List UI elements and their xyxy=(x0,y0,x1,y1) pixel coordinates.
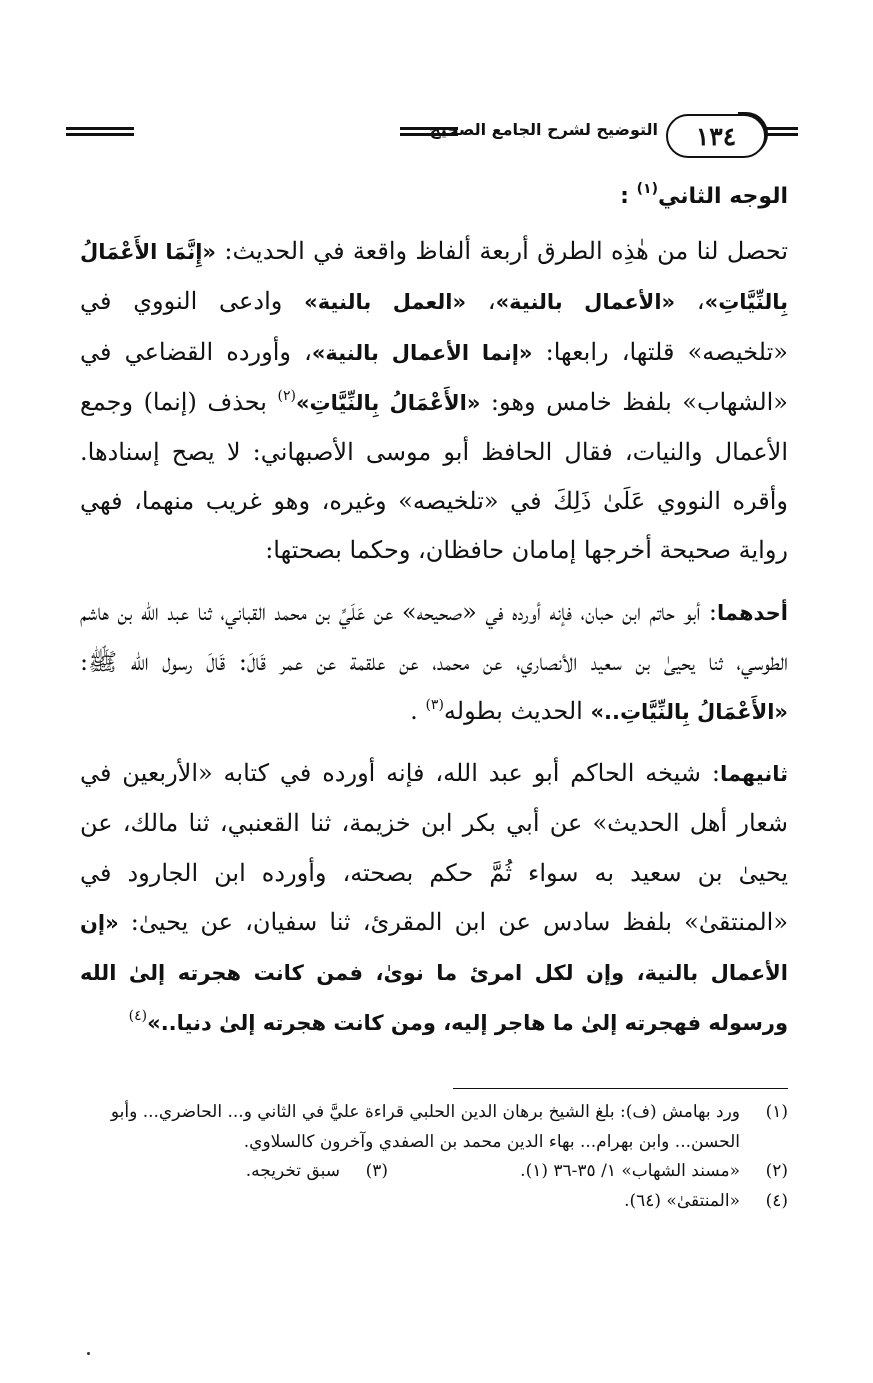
footnote-3 xyxy=(246,1157,388,1187)
footnote-4 xyxy=(80,1187,788,1217)
page-header xyxy=(66,112,798,160)
p2-text-3: . xyxy=(410,697,426,726)
footnote-1-text: ورد بهامش (ف): بلغ الشيخ برهان الدين الحلبي قراءة عليَّ في الثاني و... الحاضري... وأبو الحسن... وابن بهرام... بهاء الدين محمد بن الصفدي وآخرون كالسلاوي. xyxy=(110,1102,740,1152)
footnotes xyxy=(80,1098,788,1216)
footnote-2-text: «مسند الشهاب» ١/ ٣٥-٣٦ (١). xyxy=(520,1161,740,1181)
section-heading xyxy=(80,172,788,221)
p1-text-3: ، xyxy=(466,287,496,316)
section-heading-colon: : xyxy=(620,184,629,209)
p1-quote-1: «إِنَّمَا الأَعْمَالُ بِالنِّيَّاتِ» xyxy=(80,240,788,315)
footnote-1-number: (١) xyxy=(765,1102,788,1122)
p2-quote-1: «الأَعْمَالُ بِالنِّيَّاتِ..» xyxy=(590,700,788,725)
p1-text-4: وادعى النووي في «تلخيصه» قلتها، رابعها: xyxy=(80,287,788,366)
p2-lead: أحدهما xyxy=(717,600,789,625)
page-number: ١٣٤ xyxy=(666,114,766,158)
footnote-1 xyxy=(80,1098,788,1157)
p3-quote-1: «إن الأعمال بالنية، وإن لكل امرئ ما نوىٰ، فمن كانت هجرته إلىٰ الله ورسوله فهجرته إلىٰ ما هاجر إليه، ومن كانت هجرته إلىٰ دنيا..» xyxy=(80,910,788,1036)
p1-text-6: بحذف (إنما) وجمع الأعمال والنيات، فقال الحافظ أبو موسى الأصبهاني: لا يصح إسنادها. وأقره النووي عَلَىٰ ذَلِكَ في «تلخيصه» وغيره، وهو غريب منهما، فهي رواية صحيحة أخرجها إمامان حافظان، وحكما بصحتها: xyxy=(80,387,788,565)
footnote-3-number: (٣) xyxy=(365,1161,388,1181)
footnote-2 xyxy=(388,1157,788,1187)
p1-text-1: تحصل لنا من هٰذِه الطرق أربعة ألفاظ واقعة في الحديث: xyxy=(216,237,788,266)
paragraph-1 xyxy=(80,227,788,575)
paragraph-2 xyxy=(80,588,788,738)
header-rule-left xyxy=(66,127,134,136)
p1-quote-3: «العمل بالنية» xyxy=(304,290,467,315)
footnote-2-number: (٢) xyxy=(765,1161,788,1181)
p1-quote-5: «الأَعْمَالُ بِالنِّيَّاتِ» xyxy=(295,390,481,415)
p1-quote-4: «إنما الأعمال بالنية» xyxy=(311,340,533,365)
footnote-3-text: سبق تخريجه. xyxy=(245,1161,340,1181)
footnote-ref-1: (١) xyxy=(636,181,658,197)
scan-speck xyxy=(87,1352,90,1355)
footnote-ref-2: (٢) xyxy=(277,387,296,404)
running-title: التوضيح لشرح الجامع الصحيح xyxy=(429,120,658,139)
section-heading-text: الوجه الثاني xyxy=(657,184,788,209)
footnote-separator xyxy=(453,1088,788,1089)
p1-text-2: ، xyxy=(675,287,705,316)
p2-text-1: : أبو حاتم ابن حبان، فإنه أورده في «صحيحه» عن عَلَيِّ بن محمد القباني، ثنا عبد الله بن هاشم الطوسي، ثنا يحيىٰ بن سعيد الأنصاري، عن محمد، عن علقمة عن عمر قَالَ: قَالَ رسول الله ﷺ: xyxy=(80,597,788,676)
p1-quote-2: «الأعمال بالنية» xyxy=(495,290,676,315)
footnote-4-number: (٤) xyxy=(765,1190,788,1211)
footnote-ref-4: (٤) xyxy=(128,1008,148,1025)
main-text xyxy=(80,172,788,1060)
p2-text-2: الحديث بطوله xyxy=(443,697,591,726)
paragraph-3 xyxy=(80,749,788,1048)
footnote-ref-3: (٣) xyxy=(425,697,444,714)
p1-text-5: ، وأورده القضاعي في «الشهاب» بلفظ خامس وهو: xyxy=(80,337,788,416)
header-rule-middle xyxy=(400,127,458,136)
footnote-4-text: «المنتقىٰ» (٦٤). xyxy=(624,1190,740,1211)
footnote-row-2-3 xyxy=(80,1157,788,1187)
p3-text-1: : شيخه الحاكم أبو عبد الله، فإنه أورده في كتابه «الأربعين في شعار أهل الحديث» عن أبي بكر ابن خزيمة، ثنا القعنبي، ثنا مالك، عن يحيىٰ بن سعيد به سواء ثُمَّ حكم بصحته، وأورده ابن الجارود في «المنتقىٰ» بلفظ سادس عن ابن المقرئ، ثنا سفيان، عن يحيىٰ: xyxy=(80,759,788,936)
p3-lead: ثانيهما xyxy=(719,762,788,787)
